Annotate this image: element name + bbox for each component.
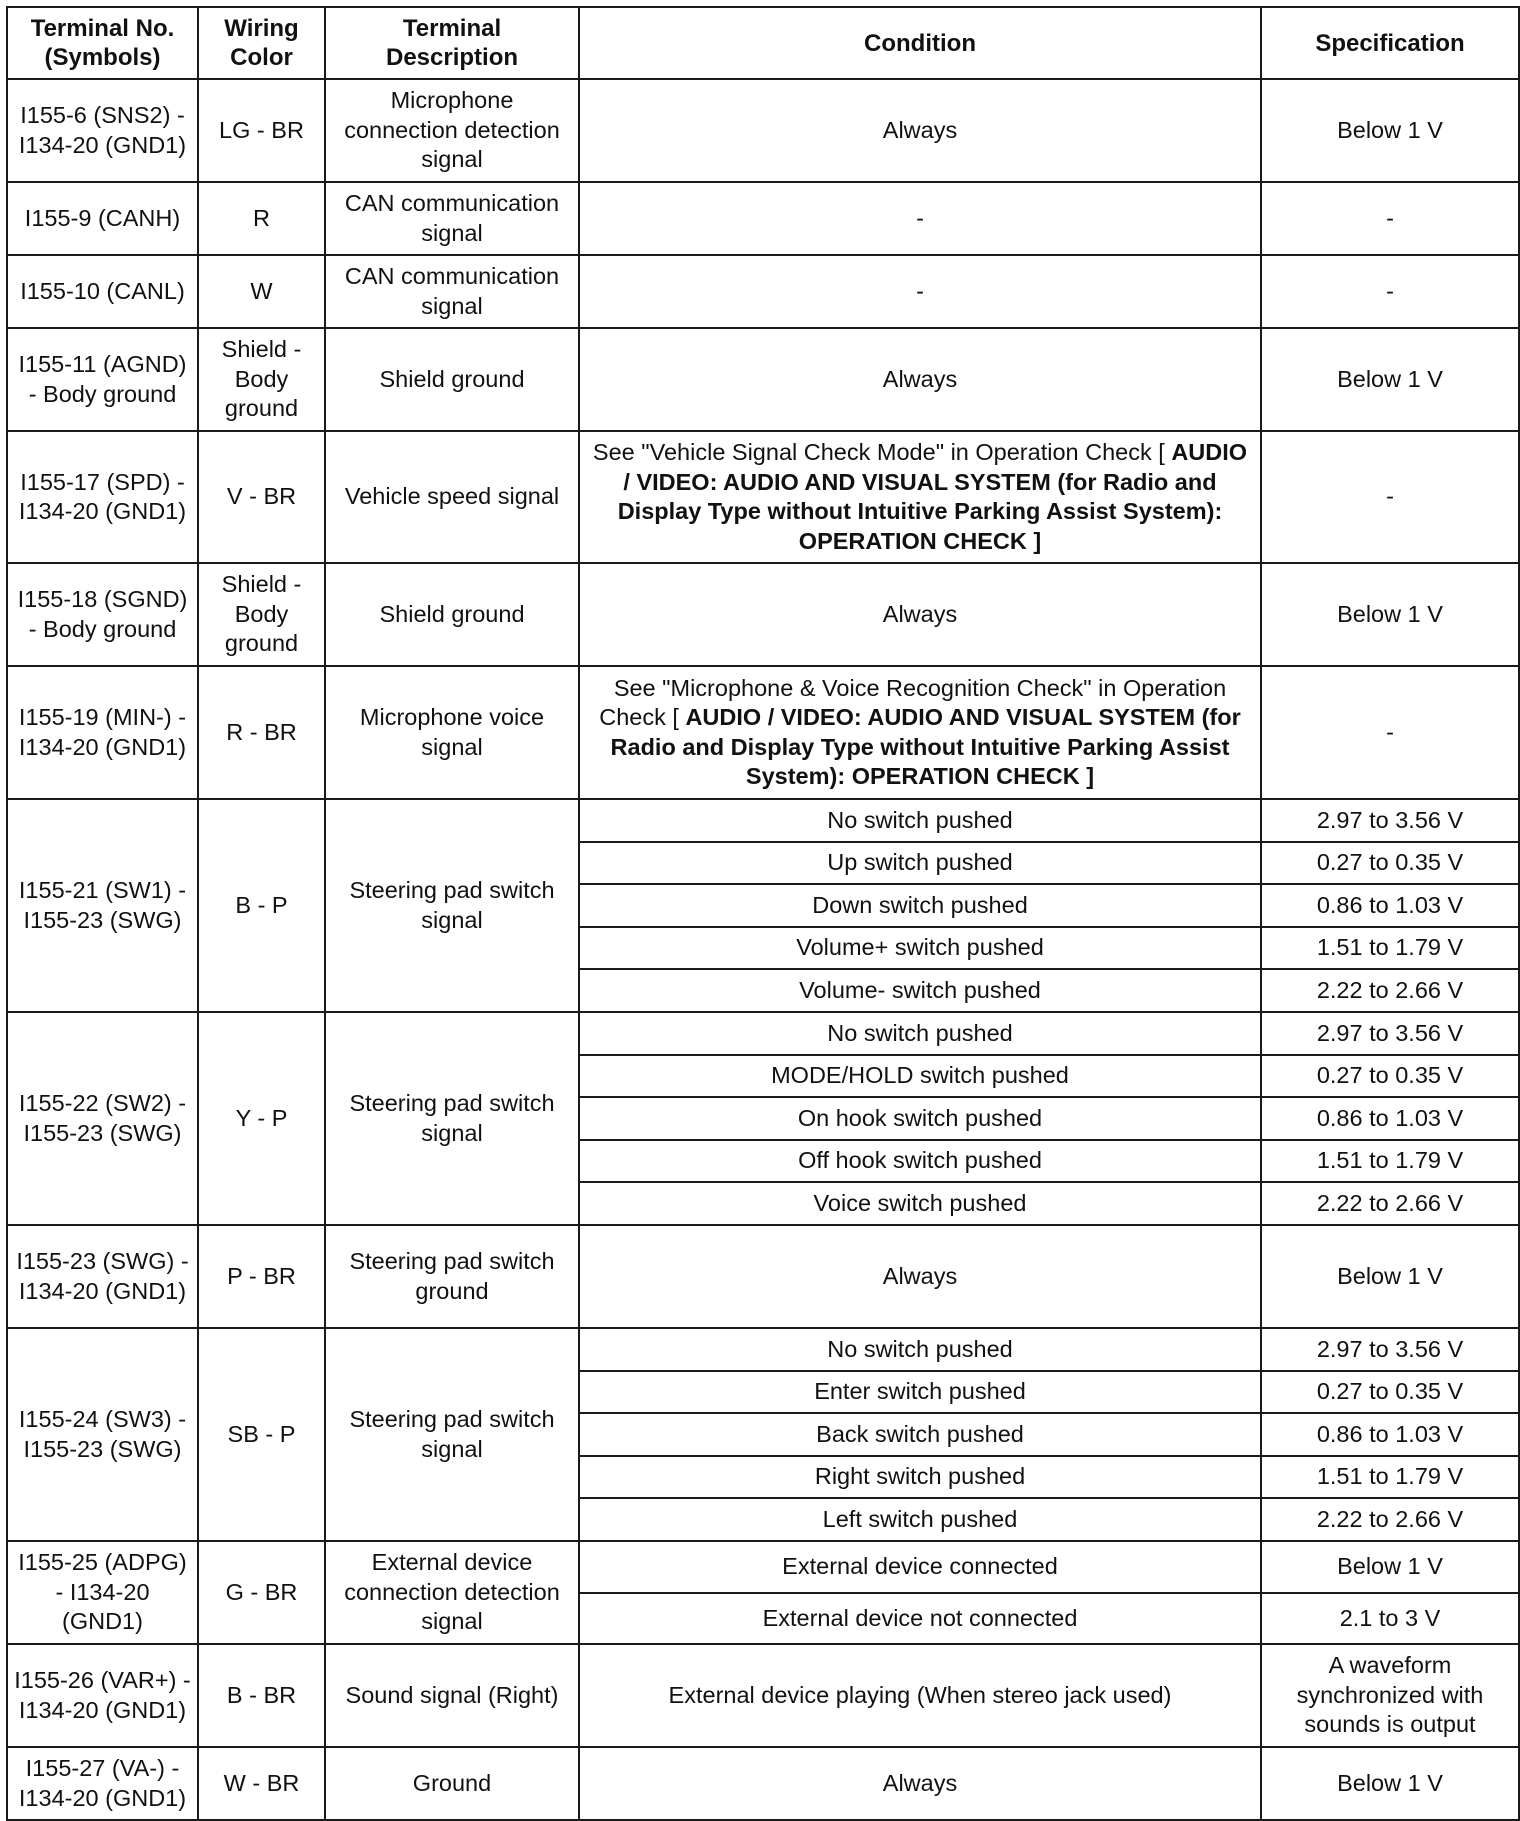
wiring-color-cell: LG - BR xyxy=(198,79,325,182)
table-row xyxy=(7,431,1519,563)
condition-cell xyxy=(579,666,1261,799)
wiring-color-cell: B - P xyxy=(198,799,325,1012)
terminal-cell: I155-22 (SW2) - I155-23 (SWG) xyxy=(7,1012,198,1225)
table-row xyxy=(7,182,1519,255)
table-row xyxy=(7,1644,1519,1747)
specification-cell: 1.51 to 1.79 V xyxy=(1261,1140,1519,1182)
condition-cell: Always xyxy=(579,563,1261,666)
description-cell: Microphone voice signal xyxy=(325,666,579,799)
condition-text: See "Vehicle Signal Check Mode" in Operation Check [ xyxy=(592,439,1165,465)
condition-cell: Always xyxy=(579,1747,1261,1820)
specification-cell: - xyxy=(1261,182,1519,255)
description-cell: CAN communication signal xyxy=(325,255,579,328)
condition-cell: No switch pushed xyxy=(579,1012,1261,1055)
header-row xyxy=(7,7,1519,79)
terminal-cell: I155-21 (SW1) - I155-23 (SWG) xyxy=(7,799,198,1012)
description-cell: Microphone connection detection signal xyxy=(325,79,579,182)
description-cell: CAN communication signal xyxy=(325,182,579,255)
specification-cell: 2.97 to 3.56 V xyxy=(1261,1328,1519,1371)
specification-cell: 2.97 to 3.56 V xyxy=(1261,799,1519,842)
header-wiring-color: Wiring Color xyxy=(198,7,325,79)
description-cell: Vehicle speed signal xyxy=(325,431,579,563)
specification-cell: 2.22 to 2.66 V xyxy=(1261,1498,1519,1541)
terminal-cell: I155-27 (VA-) - I134-20 (GND1) xyxy=(7,1747,198,1820)
description-cell: Sound signal (Right) xyxy=(325,1644,579,1747)
specification-cell: Below 1 V xyxy=(1261,1225,1519,1328)
specification-cell: 2.1 to 3 V xyxy=(1261,1593,1519,1644)
condition-cell: Right switch pushed xyxy=(579,1456,1261,1498)
table-row xyxy=(7,255,1519,328)
condition-cell: On hook switch pushed xyxy=(579,1097,1261,1140)
wiring-color-cell: R - BR xyxy=(198,666,325,799)
condition-cell: No switch pushed xyxy=(579,1328,1261,1371)
description-cell: Steering pad switch ground xyxy=(325,1225,579,1328)
specification-cell: 0.86 to 1.03 V xyxy=(1261,1413,1519,1456)
condition-cell: Volume- switch pushed xyxy=(579,969,1261,1012)
specification-cell: A waveform synchronized with sounds is output xyxy=(1261,1644,1519,1747)
specification-cell: - xyxy=(1261,255,1519,328)
condition-cell: No switch pushed xyxy=(579,799,1261,842)
condition-cell: Enter switch pushed xyxy=(579,1371,1261,1413)
condition-cell: Always xyxy=(579,79,1261,182)
header-terminal-description: Terminal Description xyxy=(325,7,579,79)
terminal-cell: I155-24 (SW3) - I155-23 (SWG) xyxy=(7,1328,198,1541)
wiring-color-cell: SB - P xyxy=(198,1328,325,1541)
specification-cell: - xyxy=(1261,431,1519,563)
table-row xyxy=(7,328,1519,431)
condition-cell: Back switch pushed xyxy=(579,1413,1261,1456)
specification-cell: 0.27 to 0.35 V xyxy=(1261,1371,1519,1413)
table-row xyxy=(7,666,1519,799)
description-cell: Steering pad switch signal xyxy=(325,1012,579,1225)
condition-text: See "Microphone & Voice Recognition Check" in Operation Check [ xyxy=(599,674,1227,730)
description-cell: Shield ground xyxy=(325,328,579,431)
table-row xyxy=(7,1747,1519,1820)
table-row xyxy=(7,1541,1519,1593)
specification-cell: 0.27 to 0.35 V xyxy=(1261,842,1519,884)
table-row xyxy=(7,799,1519,842)
header-terminal: Terminal No. (Symbols) xyxy=(7,7,198,79)
terminal-cell: I155-9 (CANH) xyxy=(7,182,198,255)
specification-cell: Below 1 V xyxy=(1261,1541,1519,1593)
condition-cell: External device not connected xyxy=(579,1593,1261,1644)
specification-cell: Below 1 V xyxy=(1261,1747,1519,1820)
terminal-cell: I155-17 (SPD) - I134-20 (GND1) xyxy=(7,431,198,563)
table-row xyxy=(7,79,1519,182)
condition-cell: MODE/HOLD switch pushed xyxy=(579,1055,1261,1097)
condition-cell: Volume+ switch pushed xyxy=(579,927,1261,969)
terminal-cell: I155-6 (SNS2) - I134-20 (GND1) xyxy=(7,79,198,182)
description-cell: Ground xyxy=(325,1747,579,1820)
specification-cell: 2.97 to 3.56 V xyxy=(1261,1012,1519,1055)
terminal-cell: I155-19 (MIN-) - I134-20 (GND1) xyxy=(7,666,198,799)
specification-cell: 1.51 to 1.79 V xyxy=(1261,927,1519,969)
condition-cell: Down switch pushed xyxy=(579,884,1261,927)
terminal-cell: I155-18 (SGND) - Body ground xyxy=(7,563,198,666)
condition-cell: Always xyxy=(579,328,1261,431)
specification-cell: 0.86 to 1.03 V xyxy=(1261,1097,1519,1140)
wiring-color-cell: G - BR xyxy=(198,1541,325,1644)
condition-cell: Off hook switch pushed xyxy=(579,1140,1261,1182)
terminal-cell: I155-26 (VAR+) - I134-20 (GND1) xyxy=(7,1644,198,1747)
specification-cell: Below 1 V xyxy=(1261,79,1519,182)
condition-cell: Up switch pushed xyxy=(579,842,1261,884)
condition-cell: External device connected xyxy=(579,1541,1261,1593)
document-page xyxy=(6,6,1520,1821)
table-row xyxy=(7,1012,1519,1055)
table-row xyxy=(7,563,1519,666)
specification-cell: Below 1 V xyxy=(1261,563,1519,666)
operation-check-link-text: AUDIO / VIDEO: AUDIO AND VISUAL SYSTEM (for Radio and Display Type without Intuitive Parking Assist System): OPERATION CHECK ] xyxy=(610,704,1241,789)
terminal-cell: I155-23 (SWG) - I134-20 (GND1) xyxy=(7,1225,198,1328)
specification-cell: Below 1 V xyxy=(1261,328,1519,431)
specification-cell: 2.22 to 2.66 V xyxy=(1261,969,1519,1012)
description-cell: Steering pad switch signal xyxy=(325,799,579,1012)
specification-cell: 2.22 to 2.66 V xyxy=(1261,1182,1519,1225)
operation-check-link-text: AUDIO / VIDEO: AUDIO AND VISUAL SYSTEM (for Radio and Display Type without Intuitive Parking Assist System): OPERATION CHECK ] xyxy=(617,439,1248,554)
condition-cell: External device playing (When stereo jack used) xyxy=(579,1644,1261,1747)
wiring-color-cell: R xyxy=(198,182,325,255)
description-cell: Steering pad switch signal xyxy=(325,1328,579,1541)
wiring-color-cell: Shield - Body ground xyxy=(198,328,325,431)
header-condition: Condition xyxy=(579,7,1261,79)
wiring-color-cell: W - BR xyxy=(198,1747,325,1820)
condition-cell: - xyxy=(579,182,1261,255)
condition-cell: Voice switch pushed xyxy=(579,1182,1261,1225)
description-cell: Shield ground xyxy=(325,563,579,666)
description-cell: External device connection detection signal xyxy=(325,1541,579,1644)
terminal-cell: I155-10 (CANL) xyxy=(7,255,198,328)
terminal-spec-table xyxy=(6,6,1520,1821)
wiring-color-cell: Y - P xyxy=(198,1012,325,1225)
condition-cell: Left switch pushed xyxy=(579,1498,1261,1541)
wiring-color-cell: P - BR xyxy=(198,1225,325,1328)
header-specification: Specification xyxy=(1261,7,1519,79)
table-row xyxy=(7,1225,1519,1328)
specification-cell: 0.27 to 0.35 V xyxy=(1261,1055,1519,1097)
wiring-color-cell: Shield - Body ground xyxy=(198,563,325,666)
wiring-color-cell: W xyxy=(198,255,325,328)
specification-cell: 1.51 to 1.79 V xyxy=(1261,1456,1519,1498)
condition-cell: Always xyxy=(579,1225,1261,1328)
specification-cell: 0.86 to 1.03 V xyxy=(1261,884,1519,927)
condition-cell: - xyxy=(579,255,1261,328)
table-row xyxy=(7,1328,1519,1371)
wiring-color-cell: V - BR xyxy=(198,431,325,563)
terminal-cell: I155-11 (AGND) - Body ground xyxy=(7,328,198,431)
specification-cell: - xyxy=(1261,666,1519,799)
terminal-cell: I155-25 (ADPG) - I134-20 (GND1) xyxy=(7,1541,198,1644)
wiring-color-cell: B - BR xyxy=(198,1644,325,1747)
condition-cell xyxy=(579,431,1261,563)
